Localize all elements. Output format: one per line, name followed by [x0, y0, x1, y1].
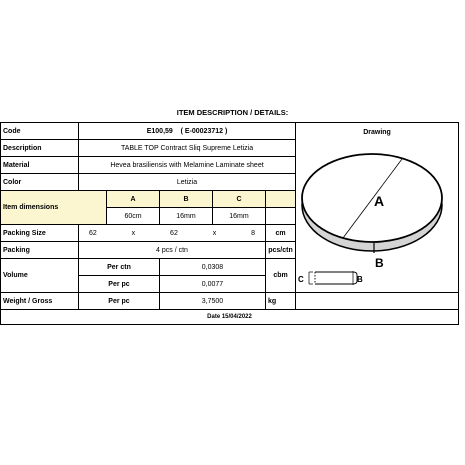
drawing-wrap — [296, 143, 458, 293]
packing-value: 4 pcs / ctn — [79, 242, 266, 259]
dim-header-spacer — [266, 191, 296, 208]
spec-table — [0, 122, 459, 325]
dim-value-spacer — [266, 208, 296, 225]
packing-size-unit: cm — [266, 225, 296, 242]
edge-profile — [315, 272, 357, 284]
packing-size-label: Packing Size — [1, 225, 79, 242]
document-date: Date 15/04/2022 — [1, 310, 459, 325]
dim-header-a: A — [107, 191, 160, 208]
description-value: TABLE TOP Contract Sliq Supreme Letizia — [79, 140, 296, 157]
packing-size-length: 62 — [89, 229, 97, 237]
profile-b-label: B — [357, 275, 363, 284]
row-date — [1, 310, 459, 325]
weight-unit: kg — [266, 293, 296, 310]
weight-drawing-spacer — [296, 293, 459, 310]
packing-label: Packing — [1, 242, 79, 259]
packing-size-times-1: x — [131, 229, 136, 237]
weight-value: 3,7500 — [160, 293, 266, 310]
code-reference: ( E-00023712 ) — [180, 127, 228, 135]
packing-size-height: 8 — [251, 229, 255, 237]
description-label: Description — [1, 140, 79, 157]
packing-size-values — [79, 225, 266, 242]
code-number: E100,59 — [146, 127, 173, 135]
drawing-label: Drawing — [363, 129, 391, 136]
dim-header-b: B — [160, 191, 213, 208]
row-weight — [1, 293, 459, 310]
volume-per-ctn-label: Per ctn — [79, 259, 160, 276]
dim-value-c: 16mm — [213, 208, 266, 225]
code-label: Code — [1, 123, 79, 140]
material-label: Material — [1, 157, 79, 174]
weight-per-pc-label: Per pc — [79, 293, 160, 310]
material-value: Hevea brasiliensis with Melamine Laminate sheet — [79, 157, 296, 174]
volume-per-pc-value: 0,0077 — [160, 276, 266, 293]
volume-per-ctn-value: 0,0308 — [160, 259, 266, 276]
dimension-b-label: B — [375, 256, 384, 270]
dim-value-b: 16mm — [160, 208, 213, 225]
code-value — [79, 123, 296, 140]
weight-label: Weight / Gross — [1, 293, 79, 310]
sheet-title: ITEM DESCRIPTION / DETAILS: — [176, 108, 289, 117]
packing-unit: pcs/ctn — [266, 242, 296, 259]
volume-unit: cbm — [266, 259, 296, 293]
packing-size-width: 62 — [170, 229, 178, 237]
dimension-a-label: A — [374, 193, 385, 209]
table-top-drawing — [297, 143, 457, 293]
dim-header-c: C — [213, 191, 266, 208]
row-code — [1, 123, 459, 140]
volume-per-pc-label: Per pc — [79, 276, 160, 293]
tabletop-surface — [302, 154, 442, 242]
packing-size-times-2: x — [212, 229, 217, 237]
dimensions-label: Item dimensions — [1, 191, 107, 225]
drawing-cell — [296, 123, 459, 293]
profile-c-label: C — [298, 275, 304, 284]
dim-value-a: 60cm — [107, 208, 160, 225]
volume-label: Volume — [1, 259, 79, 293]
color-label: Color — [1, 174, 79, 191]
color-value: Letizia — [79, 174, 296, 191]
